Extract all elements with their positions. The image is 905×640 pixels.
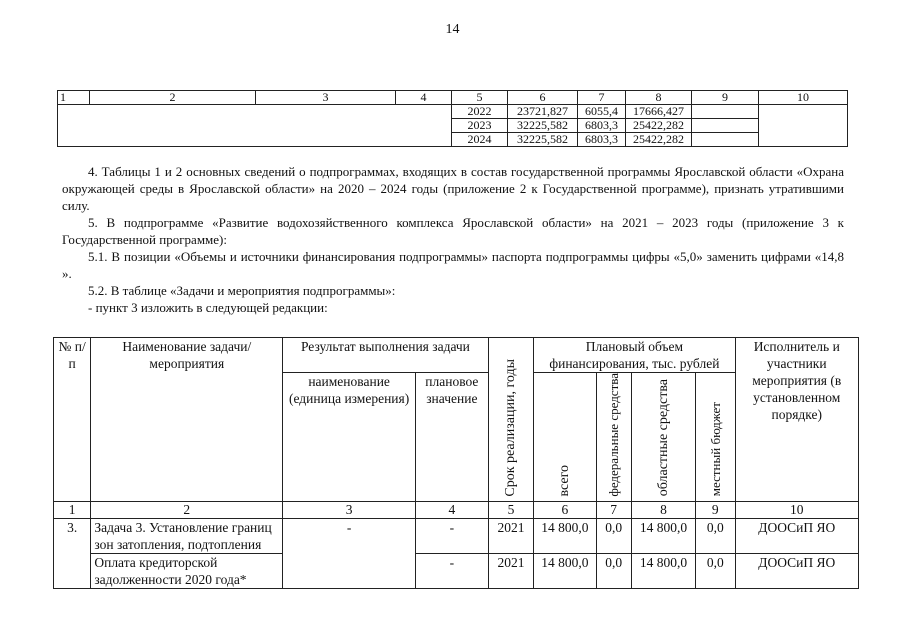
table-cell: 1 <box>58 91 90 105</box>
header-executor: Исполнитель и участники мероприятия (в установленном порядке) <box>735 338 859 502</box>
header-num: № п/п <box>54 338 91 502</box>
paragraph: 5.2. В таблице «Задачи и мероприятия подпрограммы»: <box>88 283 396 298</box>
table-cell: 6 <box>508 91 578 105</box>
header-regional-label: областные средства <box>655 379 671 497</box>
header-local-label: местный бюджет <box>707 402 723 497</box>
row-federal: 0,0 <box>596 553 631 588</box>
table-cell: 10 <box>735 501 859 518</box>
header-total-label: всего <box>557 465 573 497</box>
merged-empty-cell <box>759 105 848 147</box>
table-cell: 5 <box>452 91 508 105</box>
document-body <box>62 163 844 316</box>
paragraph: 5. В подпрограмме «Развитие водохозяйственного комплекса Ярославской области» на 2021 – 2023 годы (приложение 3 к Государственной программе): <box>62 215 844 247</box>
table-cell: 32225,582 <box>508 133 578 147</box>
row-name: Задача 3. Установление границ зон затопления, подтопления <box>91 518 283 553</box>
table-cell: 2 <box>91 501 283 518</box>
tasks-table <box>53 337 859 589</box>
table-header-row <box>58 91 848 105</box>
table-cell: 2024 <box>452 133 508 147</box>
table-cell: 17666,427 <box>626 105 692 119</box>
table-cell: 2022 <box>452 105 508 119</box>
row-local: 0,0 <box>696 518 735 553</box>
header-result: Результат выполнения задачи <box>283 338 488 373</box>
row-federal: 0,0 <box>596 518 631 553</box>
table-cell: 8 <box>626 91 692 105</box>
table-cell: 2023 <box>452 119 508 133</box>
header-local <box>696 373 735 502</box>
header-regional <box>631 373 695 502</box>
row-total: 14 800,0 <box>534 553 596 588</box>
table-cell: 25422,282 <box>626 133 692 147</box>
header-result-value: плановое значение <box>416 373 489 502</box>
paragraph: 4. Таблицы 1 и 2 основных сведений о подпрограммах, входящих в состав государственной программы Ярославской области «Охрана окружающей среды в Ярославской области» на 2020 – 2024 годы (приложение 2 к Государственной программе), признать утратившими силу. <box>62 164 844 213</box>
row-year: 2021 <box>488 518 534 553</box>
row-result-value: - <box>416 518 489 553</box>
column-numbers-row <box>54 501 859 518</box>
table-cell: 9 <box>692 91 759 105</box>
table-row <box>54 553 859 588</box>
header-name: Наименование задачи/мероприятия <box>91 338 283 502</box>
table-cell: 8 <box>631 501 695 518</box>
table-cell: 7 <box>596 501 631 518</box>
table-cell: 6803,3 <box>578 133 626 147</box>
table-cell: 4 <box>416 501 489 518</box>
page-number: 14 <box>445 22 460 37</box>
row-num: 3. <box>54 518 91 588</box>
paragraph: - пункт 3 изложить в следующей редакции: <box>88 300 328 315</box>
table-cell: 3 <box>283 501 416 518</box>
header-federal-label: федеральные средства <box>606 373 622 497</box>
table-cell <box>692 105 759 119</box>
table-cell: 32225,582 <box>508 119 578 133</box>
table-cell: 6803,3 <box>578 119 626 133</box>
table-cell: 4 <box>396 91 452 105</box>
table-header-row <box>54 338 859 373</box>
table-cell: 23721,827 <box>508 105 578 119</box>
row-executor: ДООСиП ЯО <box>735 518 859 553</box>
row-regional: 14 800,0 <box>631 518 695 553</box>
header-result-name: наименование (единица измерения) <box>283 373 416 502</box>
table-cell: 3 <box>256 91 396 105</box>
table-cell: 9 <box>696 501 735 518</box>
table-cell: 5 <box>488 501 534 518</box>
row-executor: ДООСиП ЯО <box>735 553 859 588</box>
row-result-name: - <box>283 518 416 588</box>
table-cell: 1 <box>54 501 91 518</box>
row-year: 2021 <box>488 553 534 588</box>
row-name: Оплата кредиторской задолженности 2020 года* <box>91 553 283 588</box>
row-local: 0,0 <box>696 553 735 588</box>
table-cell: 2 <box>90 91 256 105</box>
table-row <box>54 518 859 553</box>
header-term-label: Срок реализации, годы <box>503 359 519 497</box>
header-finance: Плановый объем финансирования, тыс. рублей <box>534 338 735 373</box>
table-cell: 7 <box>578 91 626 105</box>
table-row <box>58 105 848 119</box>
table-cell: 6055,4 <box>578 105 626 119</box>
table-cell <box>692 119 759 133</box>
table-cell <box>692 133 759 147</box>
table-cell: 10 <box>759 91 848 105</box>
row-result-value: - <box>416 553 489 588</box>
row-total: 14 800,0 <box>534 518 596 553</box>
header-term <box>488 338 534 502</box>
header-total <box>534 373 596 502</box>
paragraph: 5.1. В позиции «Объемы и источники финансирования подпрограммы» паспорта подпрограммы цифры «5,0» заменить цифрами «14,8 ». <box>62 249 844 281</box>
header-federal <box>596 373 631 502</box>
merged-empty-cell <box>58 105 452 147</box>
continuation-table <box>57 90 848 147</box>
table-cell: 6 <box>534 501 596 518</box>
table-cell: 25422,282 <box>626 119 692 133</box>
row-regional: 14 800,0 <box>631 553 695 588</box>
